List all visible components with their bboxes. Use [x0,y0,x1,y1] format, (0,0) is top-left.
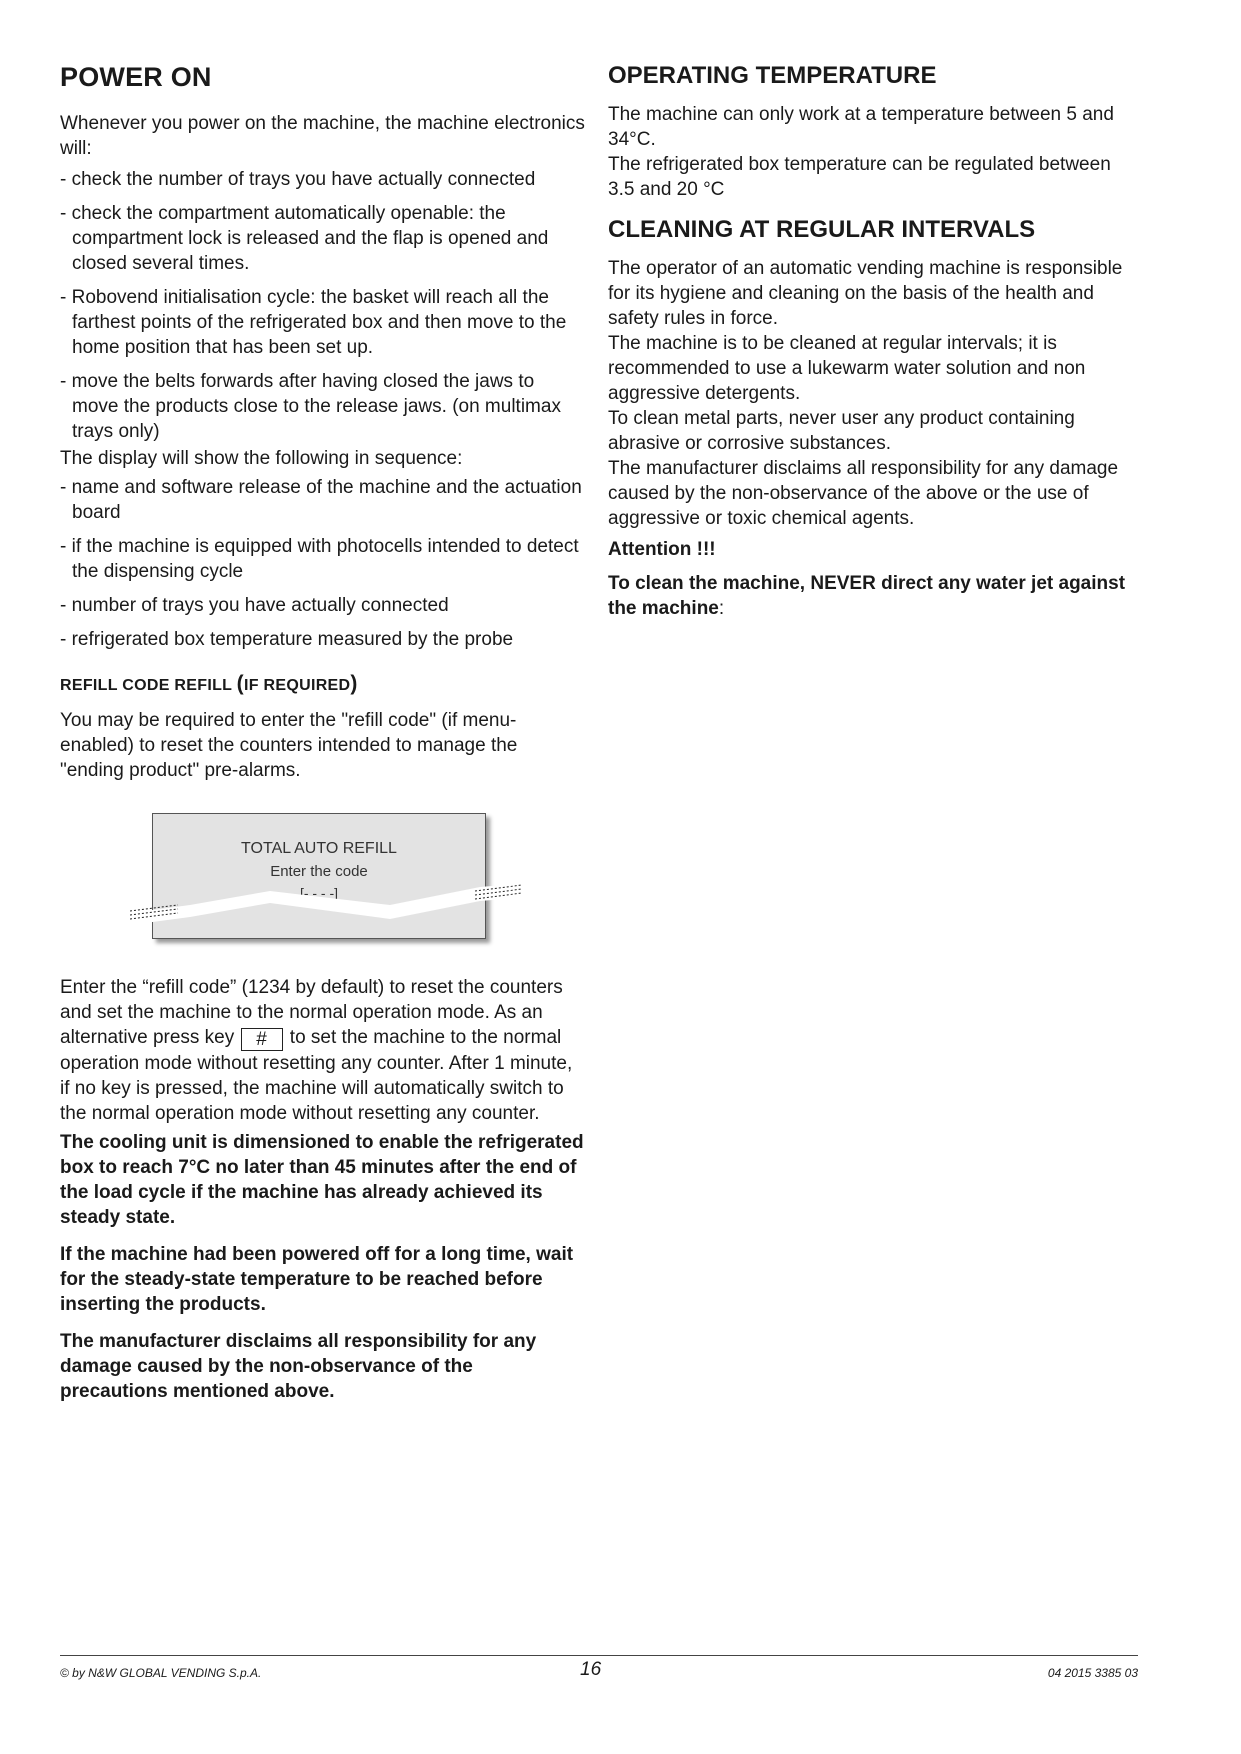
list-item: - check the number of trays you have actually connected [60,169,536,190]
refill-code-text: You may be required to enter the "refill code" (if menu-enabled) to reset the counters intended to manage the "ending product" pre-alarms. [60,710,518,781]
list-item: - move the belts forwards after having closed the jaws to move the products close to the release jaws. (on multimax trays only) [60,371,561,442]
hash-key-icon: # [241,1028,283,1051]
page-footer [60,1655,1138,1686]
display-intro-text: The display will show the following in sequence: [60,448,463,469]
refill-code-subheading: REFILL CODE REFILL (IF REQUIRED) [60,672,358,695]
display-sequence-list [60,475,585,652]
screen-line-3: [- - - -] [299,885,339,901]
list-item: - refrigerated box temperature measured by the probe [60,629,514,650]
cleaning-heading: CLEANING AT REGULAR INTERVALS [608,216,1036,243]
document-code: 04 2015 3385 03 [1047,1666,1138,1680]
attention-label: Attention !!! [608,539,716,560]
water-jet-warning: To clean the machine, NEVER direct any water jet against the machine: [608,573,1126,619]
operating-temperature-text-2: The refrigerated box temperature can be regulated between 3.5 and 20 °C [608,154,1111,200]
page-title: POWER ON [60,62,212,92]
operating-temperature-text-1: The machine can only work at a temperature between 5 and 34°C. [608,104,1114,150]
list-item: - check the compartment automatically openable: the compartment lock is released and the flap is opened and closed several times. [60,203,549,274]
list-item: - if the machine is equipped with photocells intended to detect the dispensing cycle [60,536,579,582]
cooling-note: The cooling unit is dimensioned to enable the refrigerated box to reach 7°C no later than 45 minutes after the end of the load cycle if the machine has already achieved its steady state. [60,1132,584,1228]
screen-line-1: TOTAL AUTO REFILL [241,840,397,857]
startup-checks-list [60,167,585,444]
power-off-note: If the machine had been powered off for a long time, wait for the steady-state temperature to be reached before inserting the products. [60,1244,574,1315]
right-column [608,62,1138,621]
list-item: - name and software release of the machine and the actuation board [60,477,582,523]
page-number: 16 [580,1659,602,1680]
enter-code-text: Enter the “refill code” (1234 by default) to reset the counters and set the machine to the normal operation mode. As an alternative press key # to set the machine to the normal operation mode without resetting any counter. After 1 minute, if no key is pressed, the machine will automatically switch to the normal operation mode without resetting any counter. [60,977,573,1124]
intro-text: Whenever you power on the machine, the machine electronics will: [60,113,585,159]
copyright-text: © by N&W GLOBAL VENDING S.p.A. [60,1666,262,1680]
display-screen-illustration [130,807,530,947]
cleaning-text-2: The machine is to be cleaned at regular intervals; it is recommended to use a lukewarm water solution and non aggressive detergents. [608,333,1086,404]
left-column [60,62,585,1404]
list-item: - number of trays you have actually connected [60,595,449,616]
torn-edge-graphic [130,807,530,947]
list-item: - Robovend initialisation cycle: the basket will reach all the farthest points of the refrigerated box and then move to the home position that has been set up. [60,287,567,358]
cleaning-text-3: To clean metal parts, never user any product containing abrasive or corrosive substances. [608,408,1075,454]
operating-temperature-heading: OPERATING TEMPERATURE [608,62,937,89]
screen-line-2: Enter the code [270,863,368,880]
cleaning-text-4: The manufacturer disclaims all responsibility for any damage caused by the non-observance of the above or the use of aggressive or toxic chemical agents. [608,458,1119,529]
disclaimer-note: The manufacturer disclaims all responsibility for any damage caused by the non-observance of the precautions mentioned above. [60,1331,537,1402]
cleaning-text-1: The operator of an automatic vending machine is responsible for its hygiene and cleaning on the basis of the health and safety rules in force. [608,258,1123,329]
